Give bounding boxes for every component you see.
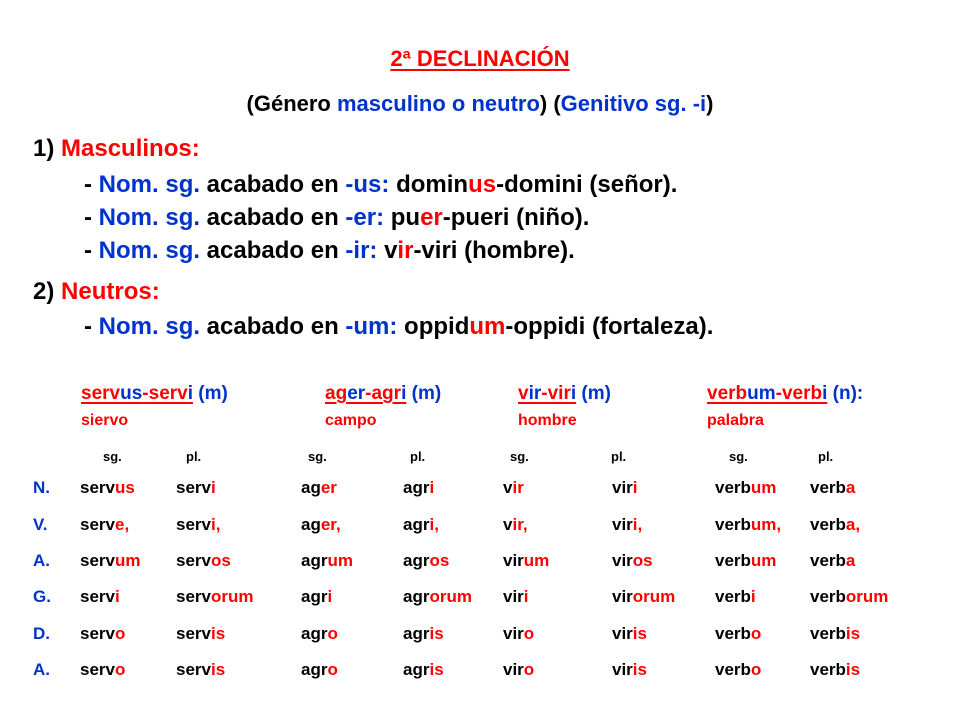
declension-form: verba, [810,515,861,534]
declension-form: vir [503,478,524,497]
rule-example: -viri (hombre). [413,237,575,264]
rule-ending: -um: [345,313,398,340]
page-title: 2ª DECLINACIÓN [390,46,570,71]
declension-form: servus [80,478,135,497]
declension-form: agri [301,587,333,606]
declension-form: ager [301,478,337,497]
rule-dash: - [84,204,99,231]
rule-nom: Nom. sg. [98,313,201,340]
rule-nom: Nom. sg. [98,171,201,198]
declension-form: verba [810,551,856,570]
number-header: sg. [308,449,327,464]
declension-form: verba [810,478,856,497]
declension-form: servum [80,551,141,570]
declension-form: viros [612,551,653,570]
number-header: sg. [510,449,529,464]
number-header: pl. [818,449,834,464]
declension-form: servi, [176,515,221,534]
rule-nom: Nom. sg. [98,204,201,231]
rule-example-ending: us [468,171,497,198]
paradigm-word: servus-servi [81,383,194,404]
rule-example: -domini (señor). [496,171,678,198]
rule-mid: acabado en [200,171,346,198]
declension-form: agri [403,478,435,497]
declension-form: virorum [612,587,676,606]
declension-form: agri, [403,515,439,534]
paradigm-header [325,383,441,405]
number-header: pl. [611,449,627,464]
declension-form: verbum [715,551,777,570]
declension-form: verbo [715,624,762,643]
section-masculinos-heading [33,135,200,163]
declension-form: verbum, [715,515,782,534]
case-label: N. [33,478,50,497]
declension-form: verbo [715,660,762,679]
rule-example: oppid [397,313,470,340]
paradigm-translation: campo [325,412,377,429]
rule-line [84,171,677,199]
section-label: Masculinos: [61,135,200,162]
declension-form: agrum [301,551,353,570]
rule-example: v [377,237,398,264]
paradigm-translation: siervo [81,412,129,429]
subtitle-genitive: Genitivo sg. -i [560,91,707,116]
subtitle-part: ) [706,91,714,116]
case-label: A. [33,660,50,679]
number-header: sg. [729,449,748,464]
declension-form: virum [503,551,550,570]
subtitle [0,91,960,117]
rule-dash: - [84,313,99,340]
declension-form: agrorum [403,587,472,606]
rule-line [84,313,713,341]
declension-form: agris [403,624,444,643]
declension-form: viri [503,587,529,606]
subtitle-part: (Género [246,91,337,116]
rule-mid: acabado en [200,237,346,264]
section-neutros-heading [33,278,160,306]
rule-dash: - [84,237,99,264]
declension-form: viris [612,660,647,679]
paradigm-translation: palabra [707,412,764,429]
number-header: sg. [103,449,122,464]
subtitle-part: ) ( [539,91,561,116]
declension-form: agro [301,624,338,643]
declension-form: servos [176,551,231,570]
rule-example: -oppidi (fortaleza). [505,313,714,340]
declension-form: viro [503,624,535,643]
paradigm-gender: (m) [576,383,611,404]
paradigm-word: vir-viri [518,383,577,404]
rule-nom: Nom. sg. [98,237,201,264]
paradigm-header [518,383,611,405]
number-header: pl. [186,449,202,464]
paradigm-word: ager-agri [325,383,407,404]
declension-form: servi [176,478,216,497]
paradigm-gender: (n): [827,383,864,404]
paradigm-header [707,383,863,405]
declension-form: viri, [612,515,643,534]
rule-example-ending: ir [397,237,414,264]
declension-form: ager, [301,515,341,534]
declension-form: viris [612,624,647,643]
declension-form: servo [80,660,126,679]
declension-form: serve, [80,515,130,534]
declension-form: agro [301,660,338,679]
case-label: A. [33,551,50,570]
declension-form: viri [612,478,638,497]
rule-example: domin [389,171,469,198]
rule-example: pu [384,204,421,231]
declension-form: agris [403,660,444,679]
rule-ending: -er: [345,204,385,231]
declension-form: verbis [810,624,861,643]
rule-ending: -us: [345,171,390,198]
declension-form: vir, [503,515,528,534]
declension-form: verbum [715,478,777,497]
declension-form: verbi [715,587,756,606]
section-number: 1) [33,135,62,162]
case-label: G. [33,587,51,606]
declension-form: servi [80,587,120,606]
rule-ending: -ir: [345,237,378,264]
declension-form: agros [403,551,450,570]
number-header: pl. [410,449,426,464]
rule-line [84,204,589,232]
rule-example-ending: um [469,313,506,340]
rule-mid: acabado en [200,204,346,231]
section-number: 2) [33,278,62,305]
rule-example-ending: er [420,204,443,231]
section-label: Neutros: [61,278,160,305]
declension-form: servorum [176,587,254,606]
case-label: V. [33,515,48,534]
declension-form: viro [503,660,535,679]
paradigm-translation: hombre [518,412,577,429]
declension-form: servis [176,624,226,643]
paradigm-header [81,383,228,405]
rule-dash: - [84,171,99,198]
declension-form: servo [80,624,126,643]
rule-mid: acabado en [200,313,346,340]
subtitle-gender: masculino o neutro [336,91,540,116]
declension-form: verbis [810,660,861,679]
paradigm-word: verbum-verbi [707,383,828,404]
declension-form: verborum [810,587,889,606]
rule-line [84,237,575,265]
declension-form: servis [176,660,226,679]
case-label: D. [33,624,50,643]
paradigm-gender: (m) [193,383,228,404]
paradigm-gender: (m) [406,383,442,404]
rule-example: -pueri (niño). [442,204,590,231]
